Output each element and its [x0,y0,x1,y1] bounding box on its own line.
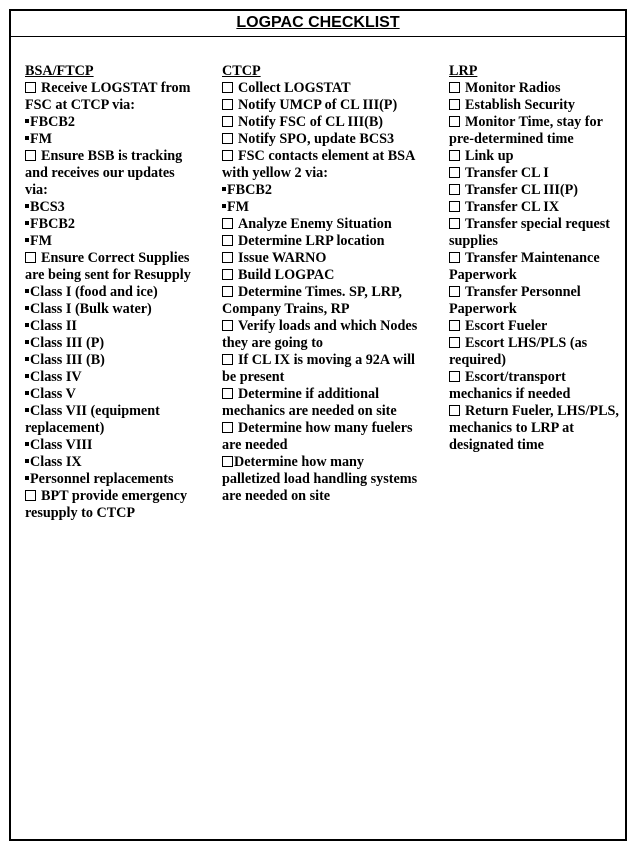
square-bullet-icon [25,221,29,225]
checklist-item [25,148,201,199]
item-text: Analyze Enemy Situation [238,216,392,232]
item-text: Notify SPO, update BCS3 [238,131,395,147]
item-text: Build LOGPAC [238,267,335,283]
checkbox-icon[interactable] [222,150,233,161]
checkbox-icon[interactable] [449,286,460,297]
checklist-item [449,199,624,216]
sub-bullet-item [25,318,201,335]
square-bullet-icon [222,187,226,191]
checkbox-icon[interactable] [222,133,233,144]
item-text: Transfer Personnel Paperwork [449,284,581,317]
checklist-item [449,114,624,148]
sub-bullet-item [25,284,201,301]
item-text: Class II [30,318,77,334]
checkbox-icon[interactable] [449,150,460,161]
checklist-item [222,454,422,505]
item-text: Collect LOGSTAT [238,80,351,96]
item-text: Class VIII [30,437,93,453]
item-text: FBCB2 [30,114,75,130]
column-heading: CTCP [222,63,261,79]
checklist-item [449,369,624,403]
checkbox-icon[interactable] [222,116,233,127]
checklist-item [222,284,422,318]
item-text: BPT provide emergency resupply to CTCP [25,488,188,521]
square-bullet-icon [25,459,29,463]
sub-bullet-item [25,437,201,454]
square-bullet-icon [25,476,29,480]
item-text: Determine how many palletized load handling systems are needed on site [222,454,418,504]
column-bsa-ftcp [25,63,201,522]
item-text: Link up [465,148,514,164]
checkbox-icon[interactable] [449,405,460,416]
item-text: Receive LOGSTAT from FSC at CTCP via: [25,80,191,113]
square-bullet-icon [25,340,29,344]
item-text: Escort Fueler [465,318,548,334]
checklist-item [449,250,624,284]
sub-bullet-item [25,352,201,369]
item-text: FM [30,131,53,147]
checkbox-icon[interactable] [222,252,233,263]
checklist-item [222,216,422,233]
checklist-item [222,131,422,148]
item-text: Transfer Maintenance Paperwork [449,250,600,283]
item-text: Issue WARNO [238,250,327,266]
checkbox-icon[interactable] [222,99,233,110]
item-text: Notify FSC of CL III(B) [238,114,384,130]
checklist-item [222,352,422,386]
item-text: Transfer CL III(P) [465,182,578,198]
item-text: Escort/transport mechanics if needed [449,369,571,402]
sub-bullet-item [25,335,201,352]
checkbox-icon[interactable] [222,354,233,365]
checklist-item [25,488,201,522]
checklist-item [449,165,624,182]
checkbox-icon[interactable] [449,218,460,229]
item-text: FM [227,199,250,215]
sub-bullet-item [25,216,201,233]
checkbox-icon[interactable] [449,167,460,178]
square-bullet-icon [25,357,29,361]
checkbox-icon[interactable] [449,184,460,195]
item-text: Transfer CL IX [465,199,560,215]
item-text: Escort LHS/PLS (as required) [449,335,588,368]
checkbox-icon[interactable] [449,116,460,127]
item-text: Transfer special request supplies [449,216,611,249]
checklist-item [449,216,624,250]
checkbox-icon[interactable] [222,235,233,246]
square-bullet-icon [25,323,29,327]
checklist-page [9,9,627,841]
checkbox-icon[interactable] [222,218,233,229]
page-title: LOGPAC CHECKLIST [236,14,400,31]
checkbox-icon[interactable] [449,82,460,93]
checkbox-icon[interactable] [222,82,233,93]
checklist-item [222,420,422,454]
checklist-item [222,386,422,420]
item-text: Determine LRP location [238,233,385,249]
square-bullet-icon [25,306,29,310]
item-text: Monitor Time, stay for pre-determined time [449,114,603,147]
item-text: FBCB2 [30,216,75,232]
item-text: Determine how many fuelers are needed [222,420,413,453]
checklist-item [222,233,422,250]
checklist-item [449,182,624,199]
square-bullet-icon [25,238,29,242]
square-bullet-icon [25,204,29,208]
item-text: FBCB2 [227,182,272,198]
checkbox-icon[interactable] [449,337,460,348]
item-text: Transfer CL I [465,165,549,181]
square-bullet-icon [25,136,29,140]
checkbox-icon[interactable] [449,320,460,331]
checkbox-icon[interactable] [222,388,233,399]
square-bullet-icon [25,289,29,293]
checklist-item [449,80,624,97]
checkbox-icon[interactable] [25,252,36,263]
sub-bullet-item [25,471,201,488]
square-bullet-icon [25,391,29,395]
checklist-item [222,80,422,97]
sub-bullet-item [25,114,201,131]
column-heading: LRP [449,63,478,79]
item-text: Class I (food and ice) [30,284,158,300]
square-bullet-icon [25,374,29,378]
item-text: Ensure BSB is tracking and receives our updates via: [25,148,183,198]
checklist-item [222,114,422,131]
checklist-item [222,318,422,352]
checkbox-icon[interactable] [449,99,460,110]
checkbox-icon[interactable] [25,150,36,161]
item-text: If CL IX is moving a 92A will be present [222,352,415,385]
item-text: Determine if additional mechanics are needed on site [222,386,397,419]
title-bar [11,11,625,37]
sub-bullet-item [222,182,422,199]
checklist-item [449,403,624,454]
checkbox-icon[interactable] [25,490,36,501]
item-text: Class IV [30,369,82,385]
item-text: Class IX [30,454,82,470]
checkbox-icon[interactable] [222,269,233,280]
checkbox-icon[interactable] [449,252,460,263]
checklist-item [222,97,422,114]
sub-bullet-item [25,199,201,216]
item-text: BCS3 [30,199,65,215]
checkbox-icon[interactable] [222,422,233,433]
checklist-item [449,97,624,114]
checklist-item [449,284,624,318]
item-text: Establish Security [465,97,575,113]
square-bullet-icon [25,119,29,123]
item-text: Verify loads and which Nodes they are going to [222,318,418,351]
item-text: Monitor Radios [465,80,561,96]
checkbox-icon[interactable] [25,82,36,93]
checklist-item [449,335,624,369]
item-text: FSC contacts element at BSA with yellow 2 via: [222,148,415,181]
square-bullet-icon [25,442,29,446]
item-text: Ensure Correct Supplies are being sent for Resupply [25,250,191,283]
column-ctcp [222,63,422,505]
item-text: Class I (Bulk water) [30,301,152,317]
checklist-item [222,267,422,284]
sub-bullet-item [25,386,201,403]
checkbox-icon[interactable] [449,201,460,212]
item-text: Return Fueler, LHS/PLS, mechanics to LRP at designated time [449,403,619,453]
square-bullet-icon [25,408,29,412]
sub-bullet-item [25,369,201,386]
checkbox-icon[interactable] [222,456,233,467]
item-text: Class VII (equipment replacement) [25,403,160,436]
item-text: Determine Times. SP, LRP, Company Trains, RP [222,284,402,317]
checklist-item [25,250,201,284]
column-lrp [449,63,624,454]
checkbox-icon[interactable] [222,320,233,331]
column-heading: BSA/FTCP [25,63,94,79]
checkbox-icon[interactable] [449,371,460,382]
item-text: Notify UMCP of CL III(P) [238,97,398,113]
item-text: FM [30,233,53,249]
checklist-item [449,318,624,335]
item-text: Class III (P) [30,335,105,351]
square-bullet-icon [222,204,226,208]
sub-bullet-item [222,199,422,216]
sub-bullet-item [25,233,201,250]
item-text: Personnel replacements [30,471,174,487]
checklist-item [449,148,624,165]
checklist-item [222,148,422,182]
checklist-item [25,80,201,114]
sub-bullet-item [25,403,201,437]
item-text: Class III (B) [30,352,105,368]
sub-bullet-item [25,454,201,471]
sub-bullet-item [25,301,201,318]
checklist-item [222,250,422,267]
item-text: Class V [30,386,76,402]
sub-bullet-item [25,131,201,148]
checkbox-icon[interactable] [222,286,233,297]
